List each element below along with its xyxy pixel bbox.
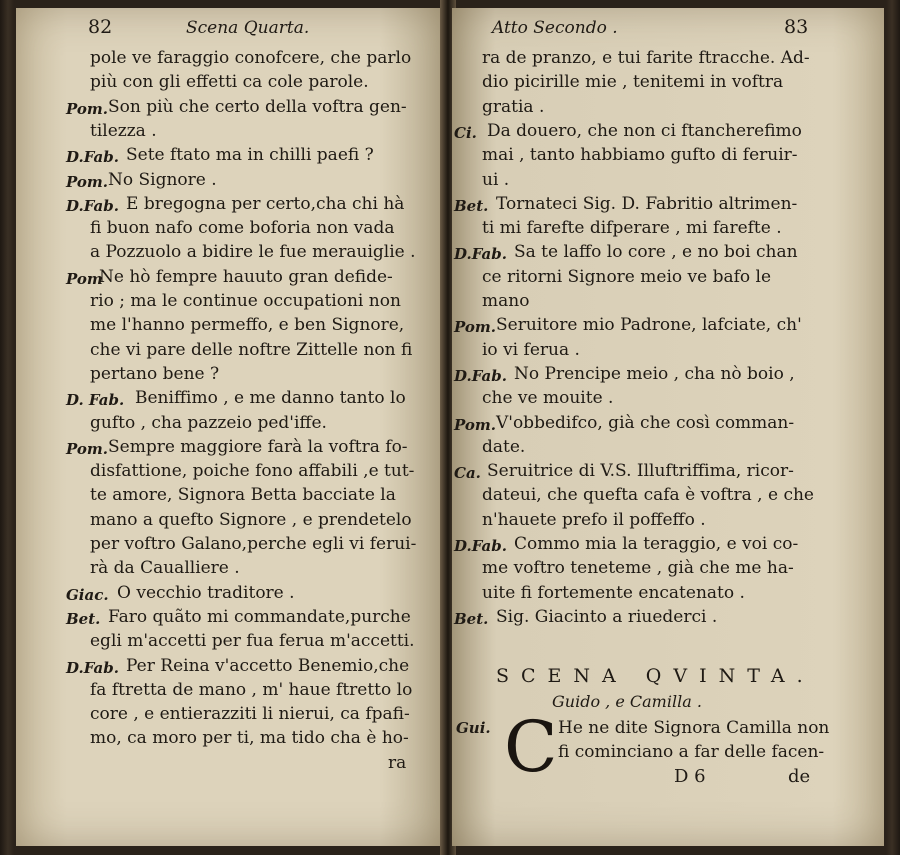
text-line: [16, 362, 444, 386]
final-line-1: He ne dite Signora Camilla non: [558, 718, 830, 738]
line-text: fa ftretta de mano , m' haue ftretto lo: [90, 679, 413, 700]
speaker-label: Pom: [66, 269, 103, 288]
text-line: [452, 411, 884, 435]
line-text: fi buon nafo come boforia non vada: [90, 218, 395, 239]
text-line: [16, 386, 444, 410]
speaker-label: Pom.: [454, 318, 496, 337]
line-text: Sete ftato ma in chilli paefi ?: [126, 145, 374, 166]
text-line: [16, 532, 444, 556]
line-text: Seruitore mio Padrone, lafciate, ch': [496, 315, 802, 336]
line-text: Sa te laffo lo core , e no boi chan: [514, 242, 798, 263]
line-text: disfattione, poiche fono affabili ,e tut-: [90, 461, 415, 482]
text-line: [452, 362, 884, 386]
speaker-label: Pom.: [454, 415, 496, 434]
text-line: [16, 95, 444, 119]
line-text: che vi pare delle noftre Zittelle non fi: [90, 339, 413, 360]
text-line: [16, 168, 444, 192]
line-text: O vecchio traditore .: [117, 582, 295, 603]
right-page-number: 83: [784, 16, 809, 38]
line-text: dio picirille mie , tenitemi in voftra: [482, 72, 784, 93]
line-text: ti mi farefte difperare , mi farefte .: [482, 218, 782, 239]
text-line: [452, 168, 884, 192]
text-line: [16, 240, 444, 264]
text-line: [16, 581, 444, 605]
line-text: che ve mouite .: [482, 388, 614, 409]
text-line: [452, 435, 884, 459]
line-text: Sig. Giacinto a riuederci .: [496, 606, 718, 627]
speaker-label: Pom.: [66, 439, 108, 458]
text-line: [16, 459, 444, 483]
text-line: [16, 483, 444, 507]
line-text: gratia .: [482, 96, 545, 117]
text-line: [16, 751, 444, 775]
line-text: più con gli effetti ca cole parole.: [90, 72, 369, 93]
line-text: me l'hanno permeffo, e ben Signore,: [90, 315, 405, 336]
line-text: uite fi fortemente encatenato .: [482, 582, 745, 603]
line-text: te amore, Signora Betta bacciate la: [90, 485, 396, 506]
line-text: No Signore .: [108, 169, 217, 190]
drop-cap: C: [504, 706, 558, 788]
text-line: [16, 143, 444, 167]
text-line: [452, 313, 884, 337]
left-page: [16, 8, 444, 846]
text-line: [16, 289, 444, 313]
text-line: [16, 556, 444, 580]
line-text: ra: [388, 752, 407, 773]
line-text: Ne hò fempre hauuto gran defide-: [99, 266, 393, 287]
left-running-title: Scena Quarta.: [186, 18, 310, 38]
text-line: [452, 46, 884, 70]
text-line: [16, 605, 444, 629]
final-speaker: Gui.: [456, 719, 491, 737]
right-running-title: Atto Secondo .: [492, 18, 618, 38]
line-text: Beniffimo , e me danno tanto lo: [135, 388, 406, 409]
line-text: rà da Caualliere .: [90, 558, 240, 579]
line-text: a Pozzuolo a bidire le fue merauiglie .: [90, 242, 416, 263]
right-page: [452, 8, 884, 846]
speaker-label: Pom.: [66, 172, 108, 191]
catchword: de: [788, 766, 811, 787]
text-line: [452, 95, 884, 119]
speaker-label: Ca.: [454, 464, 481, 483]
text-line: [16, 70, 444, 94]
text-line: [452, 483, 884, 507]
line-text: Da douero, che non ci ftancherefimo: [487, 120, 802, 141]
left-running-head: [76, 16, 434, 42]
line-text: rio ; ma le continue occupationi non: [90, 291, 401, 311]
line-text: ce ritorni Signore meio ve bafo le: [482, 266, 772, 287]
line-text: pole ve faraggio conofcere, che parlo: [90, 48, 412, 68]
text-line: [16, 119, 444, 143]
line-text: mai , tanto habbiamo gufto di feruir-: [482, 145, 798, 166]
line-text: Seruitrice di V.S. Illuftriffima, ricor-: [487, 461, 794, 482]
right-running-head: [452, 16, 874, 42]
text-line: [452, 581, 884, 605]
text-line: [16, 508, 444, 532]
text-line: [16, 629, 444, 653]
text-line: [16, 726, 444, 750]
line-text: Per Reina v'accetto Benemio,che: [126, 655, 410, 676]
line-text: ra de pranzo, e tui farite ftracche. Ad-: [482, 48, 810, 68]
text-line: [16, 265, 444, 289]
line-text: mano a quefto Signore , e prendetelo: [90, 509, 412, 530]
line-text: n'hauete prefo il poffeffo .: [482, 509, 706, 530]
speaker-label: D.Fab.: [66, 658, 119, 677]
speaker-label: Bet.: [454, 196, 489, 215]
text-line: [452, 605, 884, 629]
text-line: [452, 508, 884, 532]
line-text: Faro quãto mi commandate,purche: [108, 606, 411, 627]
text-line: [452, 70, 884, 94]
line-text: E bregogna per certo,cha chi hà: [126, 193, 405, 214]
line-text: pertano bene ?: [90, 363, 220, 384]
speaker-label: Pom.: [66, 99, 108, 118]
line-text: Sempre maggiore farà la voftra fo-: [108, 436, 408, 457]
line-text: io vi ferua .: [482, 339, 580, 360]
text-line: [452, 119, 884, 143]
line-text: tilezza .: [90, 120, 157, 141]
speaker-label: D. Fab.: [66, 391, 125, 410]
speaker-label: D.Fab.: [454, 366, 507, 385]
text-line: [452, 556, 884, 580]
speaker-label: D.Fab.: [454, 537, 507, 555]
text-line: [452, 386, 884, 410]
text-line: [16, 313, 444, 337]
final-line-2: fi cominciano a far delle facen-: [558, 742, 825, 762]
scene-persons: Guido , e Camilla .: [552, 692, 702, 711]
text-line: [16, 435, 444, 459]
line-text: mano: [482, 291, 530, 311]
line-text: per voftro Galano,perche egli vi ferui-: [90, 534, 417, 554]
text-line: [452, 216, 884, 240]
text-line: [452, 143, 884, 167]
text-line: [452, 459, 884, 483]
speaker-label: Ci.: [454, 123, 477, 142]
text-line: [16, 338, 444, 362]
scene-title: SCENA QVINTA.: [496, 665, 815, 687]
line-text: core , e entierazziti li nierui, ca fpafi-: [90, 704, 410, 725]
line-text: mo, ca moro per ti, ma tido cha è ho-: [90, 728, 409, 749]
line-text: Son più che certo della voftra gen-: [108, 96, 407, 117]
text-line: [16, 192, 444, 216]
text-line: [452, 240, 884, 264]
line-text: No Prencipe meio , cha nò boio ,: [514, 363, 795, 384]
line-text: ui .: [482, 169, 510, 190]
text-line: [16, 46, 444, 70]
line-text: Tornateci Sig. D. Fabritio altrimen-: [496, 193, 798, 214]
speaker-label: Giac.: [66, 585, 109, 604]
line-text: dateui, che quefta cafa è voftra , e che: [482, 485, 814, 506]
text-line: [452, 192, 884, 216]
line-text: egli m'accetti per fua ferua m'accetti.: [90, 631, 415, 652]
speaker-label: D.Fab.: [454, 245, 507, 264]
text-line: [16, 411, 444, 435]
line-text: V'obbedifco, già che così comman-: [496, 412, 795, 433]
text-line: [452, 532, 884, 556]
text-line: [16, 702, 444, 726]
text-line: [16, 216, 444, 240]
line-text: me voftro teneteme , già che me ha-: [482, 558, 794, 579]
line-text: Commo mia la teraggio, e voi co-: [514, 534, 799, 554]
text-line: [452, 289, 884, 313]
speaker-label: Bet.: [66, 609, 101, 628]
left-page-number: 82: [88, 16, 113, 38]
text-line: [16, 678, 444, 702]
line-text: date.: [482, 436, 526, 457]
text-line: [16, 654, 444, 678]
signature-mark: D 6: [674, 766, 706, 787]
text-line: [452, 265, 884, 289]
line-text: gufto , cha pazzeio ped'iffe.: [90, 412, 327, 433]
speaker-label: D.Fab.: [66, 196, 119, 215]
speaker-label: D.Fab.: [66, 148, 119, 167]
speaker-label: Bet.: [454, 609, 489, 628]
text-line: [452, 338, 884, 362]
